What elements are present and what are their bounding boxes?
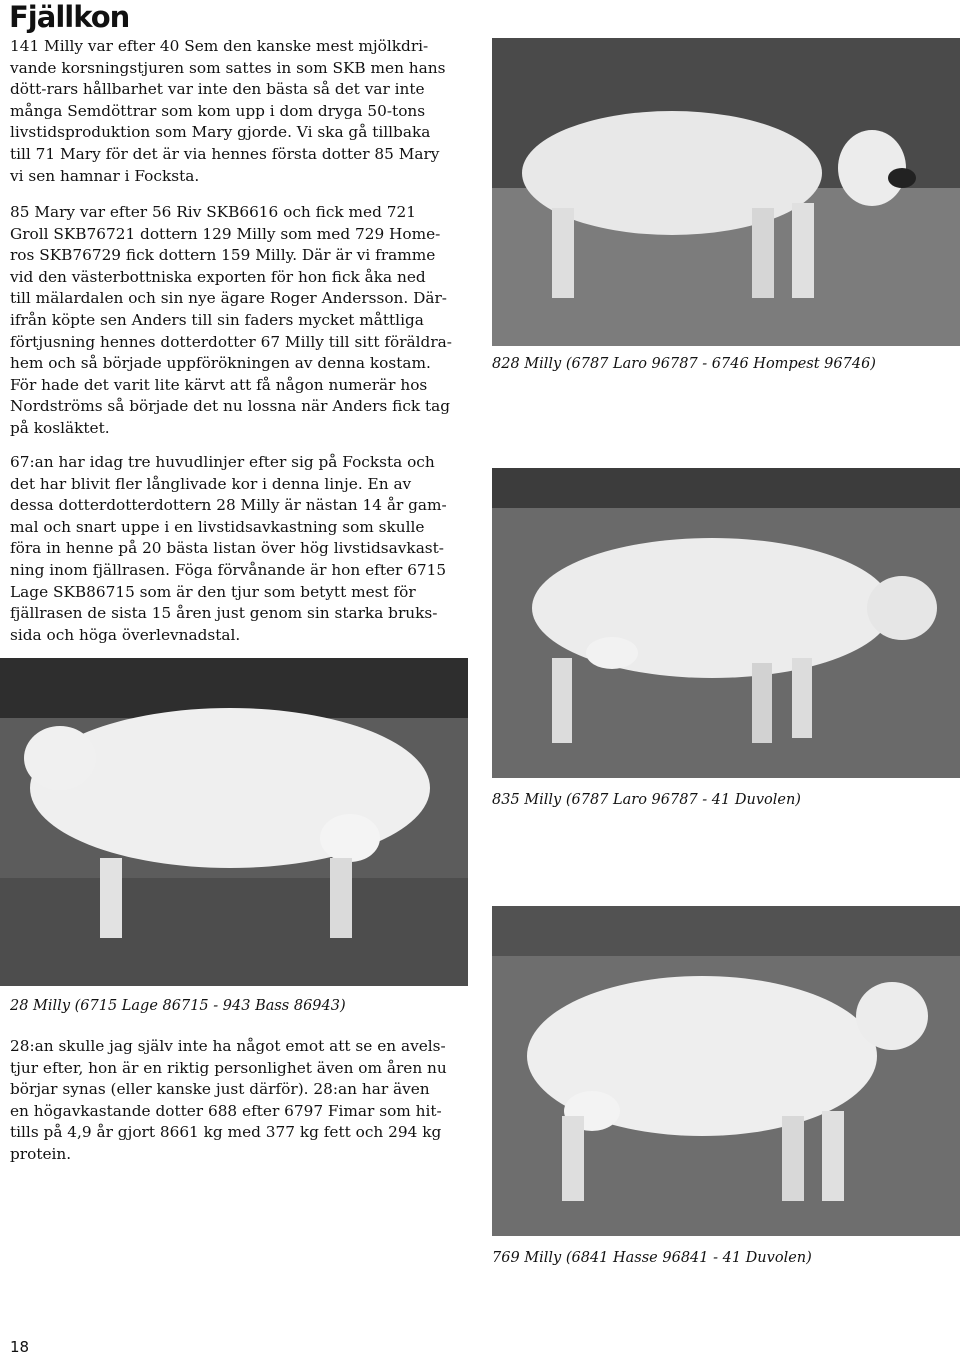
text-line: mal och snart uppe i en livstidsavkastning som skulle: [10, 517, 425, 536]
text-line: 85 Mary var efter 56 Riv SKB6616 och fick med 721: [10, 203, 416, 221]
text-line: Lage SKB86715 som är den tjur som betytt mest för: [10, 582, 416, 601]
text-line: ifrån köpte sen Anders till sin faders mycket måttliga: [10, 310, 424, 329]
text-line: vi sen hamnar i Focksta.: [10, 166, 200, 185]
cow-illustration: [492, 468, 960, 778]
paragraph-3: [10, 452, 447, 646]
cow-illustration: [0, 658, 468, 986]
cow-photo-769: [492, 906, 960, 1236]
text-line: till mälardalen och sin nye ägare Roger Andersson. Där-: [10, 289, 447, 308]
text-line: sida och höga överlevnadstal.: [10, 625, 241, 644]
text-line: protein.: [10, 1144, 72, 1163]
paragraph-2: [10, 202, 452, 440]
text-line: tjur efter, hon är en riktig personlighet även om åren nu: [10, 1058, 447, 1077]
text-line: 67:an har idag tre huvudlinjer efter sig på Focksta och: [10, 453, 435, 471]
text-line: till 71 Mary för det är via hennes första dotter 85 Mary: [10, 144, 440, 163]
cow-illustration: [492, 906, 960, 1236]
text-line: vande korsningstjuren som sattes in som SKB men hans: [10, 58, 446, 77]
paragraph-1: [10, 36, 445, 187]
text-line: en högavkastande dotter 688 efter 6797 Fimar som hit-: [10, 1101, 442, 1120]
page-number: 18: [10, 1338, 30, 1356]
text-line: För hade det varit lite kärvt att få någon numerär hos: [10, 375, 428, 394]
cow-photo-28: [0, 658, 468, 986]
photo-caption: 828 Milly (6787 Laro 96787 - 6746 Hompest 96746): [492, 356, 876, 372]
text-line: förtjusning hennes dotterdotter 67 Milly till sitt föräldra-: [10, 332, 452, 351]
text-line: hem och så började uppförökningen av denna kostam.: [10, 354, 431, 373]
text-line: det har blivit fler långlivade kor i denna linje. En av: [10, 474, 412, 493]
text-line: ros SKB76729 fick dottern 159 Milly. Där är vi framme: [10, 246, 436, 265]
text-line: 141 Milly var efter 40 Sem den kanske mest mjölkdri-: [10, 37, 429, 55]
cow-photo-828: [492, 38, 960, 346]
text-line: 28:an skulle jag själv inte ha något emot att se en avels-: [10, 1037, 446, 1055]
text-line: dött-rars hållbarhet var inte den bästa så det var inte: [10, 80, 425, 99]
photo-caption: 28 Milly (6715 Lage 86715 - 943 Bass 86943): [10, 998, 346, 1014]
text-line: ning inom fjällrasen. Föga förvånande är hon efter 6715: [10, 560, 447, 579]
text-line: dessa dotterdotterdottern 28 Milly är nästan 14 år gam-: [10, 496, 447, 515]
text-line: Nordströms så började det nu lossna när Anders fick tag: [10, 397, 451, 416]
photo-caption: 769 Milly (6841 Hasse 96841 - 41 Duvolen): [492, 1250, 812, 1266]
text-line: Groll SKB76721 dottern 129 Milly som med 729 Home-: [10, 224, 441, 243]
page-title: Fjällkon: [9, 0, 130, 34]
photo-caption: 835 Milly (6787 Laro 96787 - 41 Duvolen): [492, 792, 801, 808]
cow-photo-835: [492, 468, 960, 778]
text-line: vid den västerbottniska exporten för hon fick åka ned: [10, 267, 426, 286]
text-line: livstidsproduktion som Mary gjorde. Vi ska gå tillbaka: [10, 123, 431, 142]
text-line: börjar synas (eller kanske just därför). 28:an har även: [10, 1080, 430, 1099]
paragraph-4: [10, 1036, 447, 1166]
cow-illustration: [492, 38, 960, 346]
text-line: fjällrasen de sista 15 åren just genom sin starka bruks-: [10, 604, 438, 623]
text-line: föra in henne på 20 bästa listan över hög livstidsavkast-: [10, 539, 444, 558]
text-line: många Semdöttrar som kom upp i dom dryga 50-tons: [10, 101, 426, 120]
text-line: på kosläktet.: [10, 418, 110, 437]
text-line: tills på 4,9 år gjort 8661 kg med 377 kg fett och 294 kg: [10, 1123, 442, 1142]
